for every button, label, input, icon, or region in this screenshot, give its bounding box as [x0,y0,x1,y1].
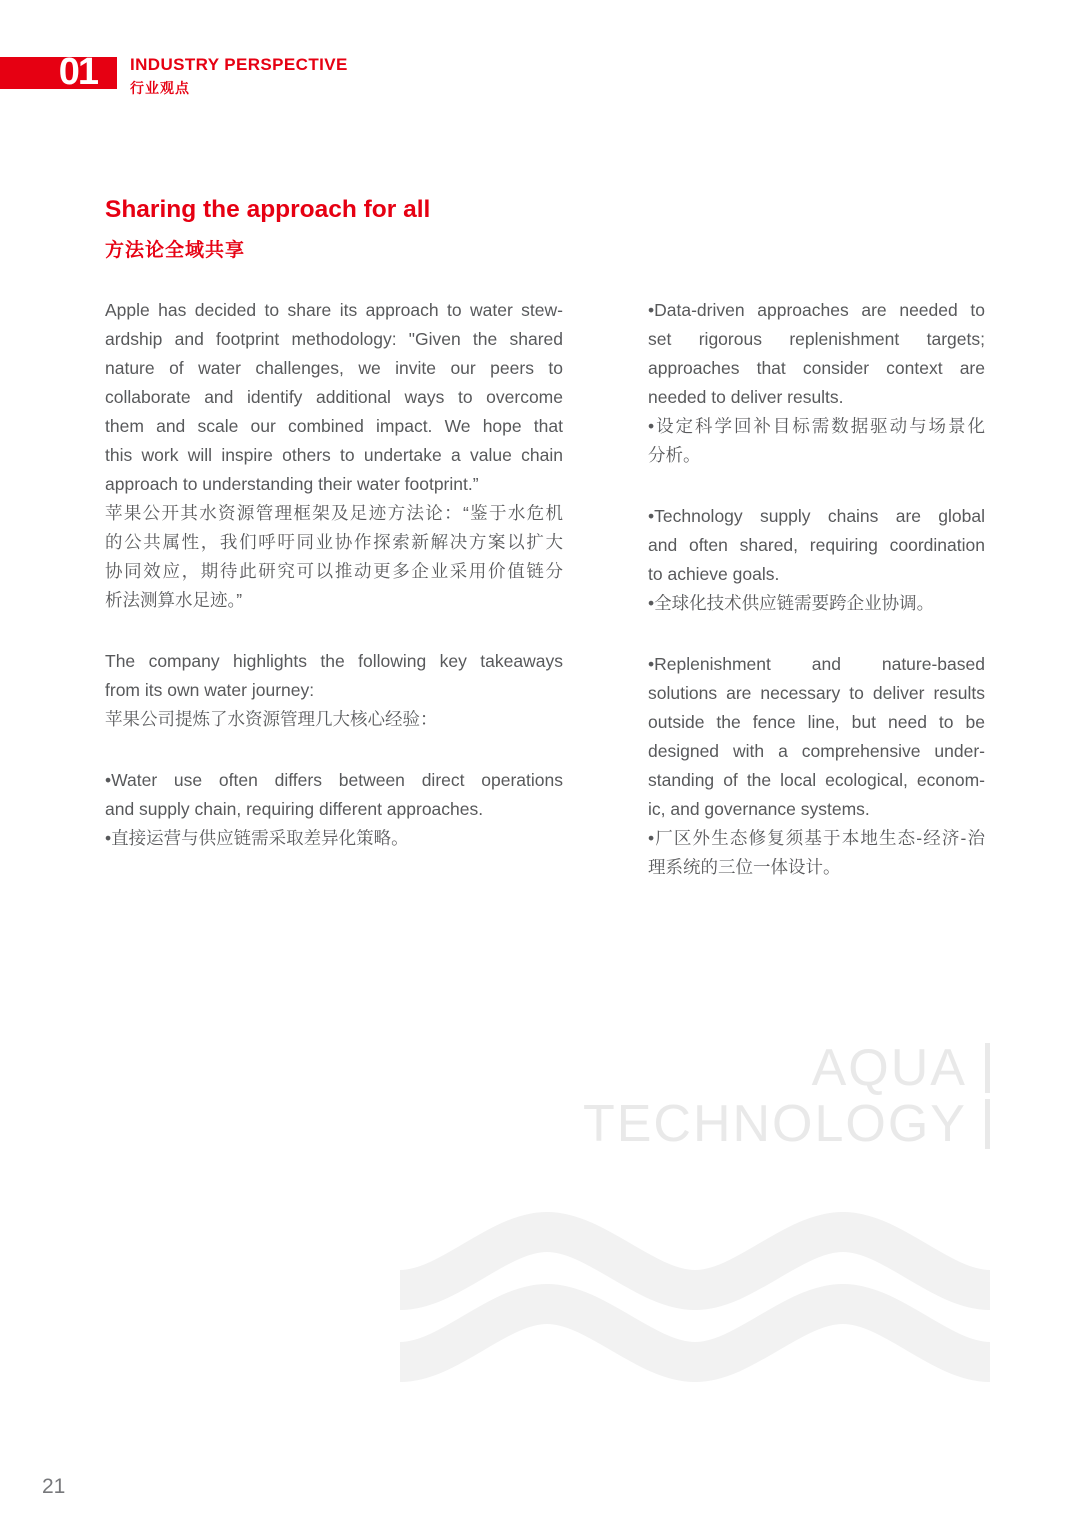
text-line: set rigorous replenishment targets; [648,329,985,349]
text-line: from its own water journey: [105,680,315,700]
text-line: 析法测算水足迹。” [105,590,243,610]
text-line: Apple has decided to share its approach to water stew- [105,300,563,320]
text-line: collaborate and identify additional ways to overcome [105,387,563,407]
text-line: needed to deliver results. [648,387,844,407]
text-line: 苹果公开其水资源管理框架及足迹方法论：“鉴于水危机 [105,503,563,523]
text-line: and supply chain, requiring different approaches. [105,799,484,819]
text-line: 的公共属性，我们呼吁同业协作探索新解决方案以扩大 [105,532,563,552]
text-line: approaches that consider context are [648,358,985,378]
watermark-row-1 [583,1040,990,1096]
text-line: •全球化技术供应链需要跨企业协调。 [648,593,935,613]
chapter-number-badge [0,51,117,93]
left-paragraph-2 [105,647,563,734]
text-line: •直接运营与供应链需采取差异化策略。 [105,828,409,848]
text-line: •Data-driven approaches are needed to [648,300,985,320]
section-heading [105,196,430,262]
text-line: ardship and footprint methodology: "Given the shared [105,329,563,349]
watermark-text-technology: TECHNOLOGY [582,1095,967,1153]
text-line: designed with a comprehensive under- [648,741,985,761]
text-line: ic, and governance systems. [648,799,870,819]
left-paragraph-3 [105,766,563,853]
text-line: 分析。 [648,445,701,465]
text-line: •设定科学回补目标需数据驱动与场景化 [648,416,985,436]
text-line: solutions are necessary to deliver results [648,683,985,703]
text-line: outside the fence line, but need to be [648,712,985,732]
section-title-zh: 方法论全域共享 [105,240,246,261]
chapter-title-en: INDUSTRY PERSPECTIVE [130,55,348,74]
text-line: 苹果公司提炼了水资源管理几大核心经验： [105,709,438,729]
text-line: 协同效应，期待此研究可以推动更多企业采用价值链分 [105,561,563,581]
chapter-titles [130,55,348,98]
text-line: 理系统的三位一体设计。 [648,857,841,877]
watermark-bar-icon [985,1099,990,1149]
watermark-row-2 [583,1096,990,1152]
text-line: •Technology supply chains are global [648,506,985,526]
text-line: •Replenishment and nature-based [648,654,985,674]
right-column [648,296,985,882]
left-paragraph-1 [105,296,563,615]
text-line: •Water use often differs between direct operations [105,770,563,790]
right-paragraph-3 [648,650,985,882]
text-line: standing of the local ecological, econom- [648,770,985,790]
text-line: •厂区外生态修复须基于本地生态-经济-治 [648,828,985,848]
chapter-title-zh: 行业观点 [130,80,190,96]
text-line: nature of water challenges, we invite our peers to [105,358,563,378]
right-paragraph-2 [648,502,985,618]
section-title-en: Sharing the approach for all [105,196,431,223]
watermark-bar-icon [985,1043,990,1093]
right-paragraph-1 [648,296,985,470]
page-number: 21 [42,1475,66,1498]
text-line: and often shared, requiring coordination [648,535,985,555]
left-column [105,296,563,853]
watermark-text-aqua: AQUA [811,1039,967,1097]
watermark [583,1040,990,1152]
text-line: them and scale our combined impact. We hope that [105,416,563,436]
text-line: The company highlights the following key takeaways [105,651,563,671]
text-line: to achieve goals. [648,564,780,584]
text-line: this work will inspire others to undertake a value chain [105,445,563,465]
text-line: approach to understanding their water footprint.” [105,474,479,494]
chapter-number: 01 [58,51,97,93]
wave-graphic-icon [400,1207,990,1382]
